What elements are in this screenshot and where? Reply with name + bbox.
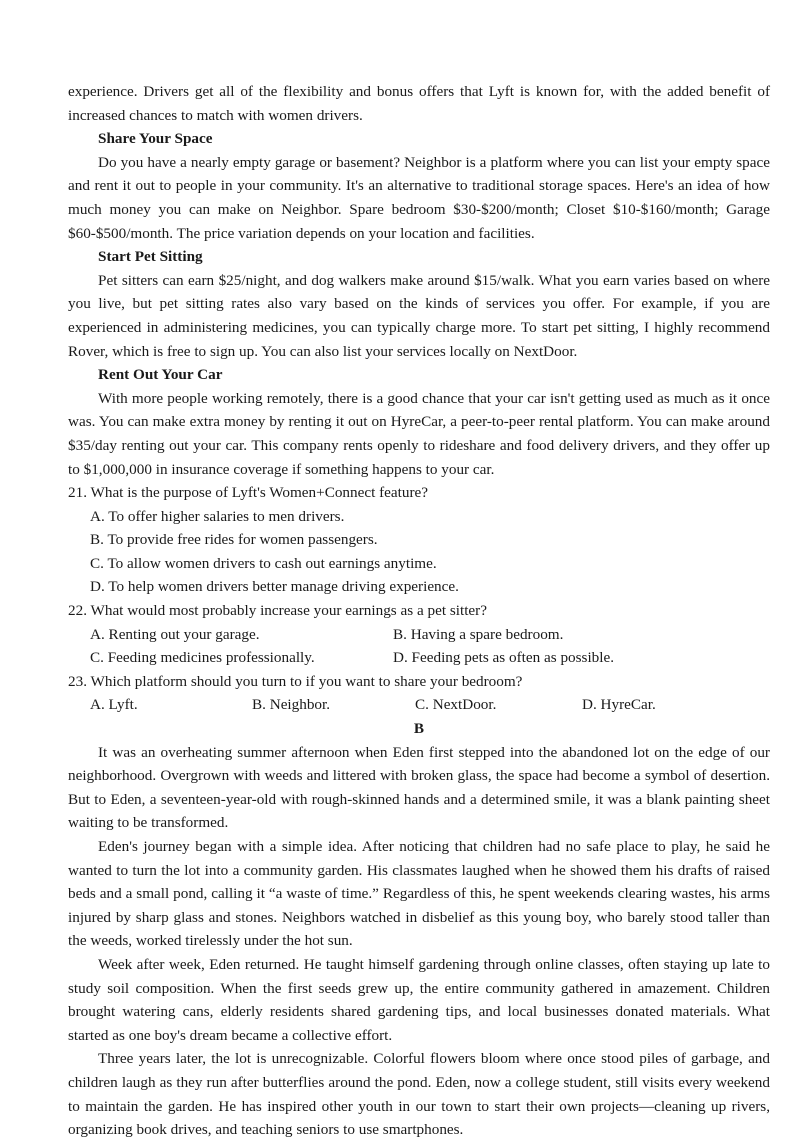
option-a: A. Renting out your garage. <box>90 625 260 643</box>
section-share-your-space <box>68 127 770 245</box>
section-heading: Start Pet Sitting <box>98 248 203 266</box>
section-body: With more people working remotely, there is a good chance that your car isn't getting used as much as it once was. You can make extra money by renting it out on HyreCar, a peer-to-peer rental platform. You can make around $35/day renting out your car. This company rents openly to rideshare and food delivery drivers, and they offer up to $1,000,000 in insurance coverage if something happens to your car. <box>68 389 770 478</box>
option-a: A. To offer higher salaries to men drivers. <box>90 507 345 525</box>
question-22 <box>68 599 770 670</box>
passage-b-paragraph-1: It was an overheating summer afternoon when Eden first stepped into the abandoned lot on the edge of our neighborhood. Overgrown with weeds and littered with broken glass, the space had become a symbol of desertion. But to Eden, a seventeen-year-old with rough-skinned hands and a determined smile, it was a blank painting sheet waiting to be transformed. <box>68 743 770 832</box>
passage-a-intro-tail: experience. Drivers get all of the flexibility and bonus offers that Lyft is known for, with the added benefit of increased chances to match with women drivers. <box>68 83 770 124</box>
option-d: D. HyreCar. <box>582 696 656 714</box>
passage-b-paragraph-4: Three years later, the lot is unrecognizable. Colorful flowers bloom where once stood piles of garbage, and children laugh as they run after butterflies around the pond. Eden, now a college student, still visits every weekend to maintain the garden. He has inspired other youth in our town to start their own projects—cleaning up rivers, organizing book drives, and teaching seniors to use smartphones. <box>68 1050 770 1139</box>
page-footer-faint <box>318 1126 488 1132</box>
passage-b-paragraph-2: Eden's journey began with a simple idea. After noticing that children had no safe place to play, he said he wanted to turn the lot into a community garden. His classmates laughed when he showed them his drafts of raised beds and a small pond, calling it “a waste of time.” Regardless of this, he spent weekends clearing wastes, his arms injured by sharp glass and stones. Neighbors watched in disbelief as this young boy, who barely stood taller than the weeds, worked tirelessly under the hot sun. <box>68 838 770 950</box>
passage-b <box>68 741 770 1142</box>
option-b: B. To provide free rides for women passengers. <box>90 531 378 549</box>
option-c: C. NextDoor. <box>415 696 497 714</box>
option-c: C. Feeding medicines professionally. <box>90 649 315 667</box>
section-heading: Share Your Space <box>98 130 213 148</box>
question-stem <box>68 599 770 623</box>
options-row <box>68 623 770 647</box>
section-start-pet-sitting <box>68 245 770 363</box>
option-d: D. Feeding pets as often as possible. <box>393 649 615 667</box>
section-body: Do you have a nearly empty garage or basement? Neighbor is a platform where you can list your empty space and rent it out to people in your community. It's an alternative to traditional storage spaces. Here's an idea of how much money you can make on Neighbor. Spare bedroom $30-$200/month; Closet $10-$160/month; Garage $60-$500/month. The price variation depends on your location and facilities. <box>68 153 770 242</box>
question-number: 21. <box>68 484 87 502</box>
exam-page <box>68 80 770 1142</box>
question-stem <box>68 481 770 505</box>
question-text: What would most probably increase your earnings as a pet sitter? <box>90 602 487 620</box>
option-d: D. To help women drivers better manage driving experience. <box>90 578 459 596</box>
options-row <box>68 646 770 670</box>
question-number: 22. <box>68 602 87 620</box>
section-body: Pet sitters can earn $25/night, and dog walkers make around $15/walk. What you earn varies based on where you live, but pet sitting rates also vary based on the kinds of services you offer. For example, if you are experienced in administering medicines, you can typically charge more. To start pet sitting, I highly recommend Rover, which is free to sign up. You can also list your services locally on NextDoor. <box>68 271 770 360</box>
question-number: 23. <box>68 672 87 690</box>
question-text: Which platform should you turn to if you want to share your bedroom? <box>90 672 523 690</box>
section-rent-out-your-car <box>68 363 770 481</box>
options-row <box>68 693 770 717</box>
option-b: B. Neighbor. <box>252 696 331 714</box>
question-text: What is the purpose of Lyft's Women+Connect feature? <box>90 484 429 502</box>
option-c: C. To allow women drivers to cash out earnings anytime. <box>90 554 437 572</box>
option-b: B. Having a spare bedroom. <box>393 625 564 643</box>
passage-b-paragraph-3: Week after week, Eden returned. He taught himself gardening through online classes, often staying up late to study soil composition. When the first seeds grew up, the entire community gathered in amazement. Children brought watering cans, elderly residents shared gardening tips, and local businesses donated materials. What started as one boy's dream became a collective effort. <box>68 955 770 1044</box>
question-stem <box>68 670 770 694</box>
section-heading: Rent Out Your Car <box>98 366 223 384</box>
passage-b-label: B <box>413 720 425 738</box>
question-21 <box>68 481 770 599</box>
question-23 <box>68 670 770 717</box>
option-a: A. Lyft. <box>90 696 138 714</box>
